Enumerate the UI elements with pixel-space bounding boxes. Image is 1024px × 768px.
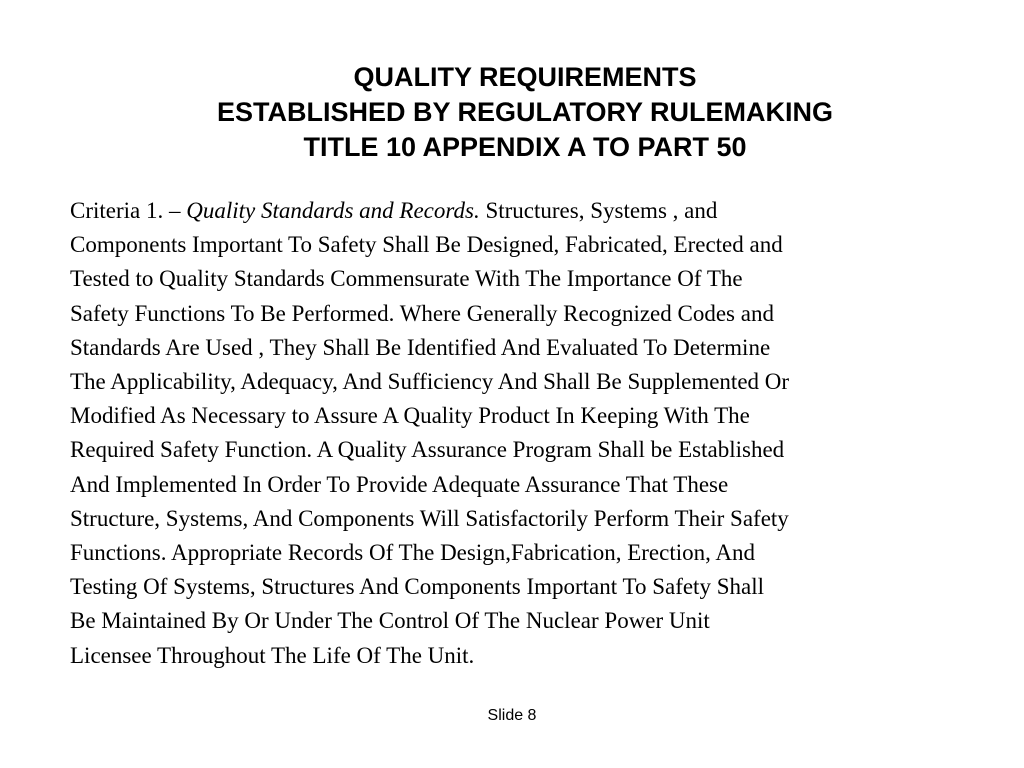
criteria-paragraph [70,194,970,673]
body-line: Modified As Necessary to Assure A Quality Product In Keeping With The [70,403,750,429]
title-line: TITLE 10 APPENDIX A TO PART 50 [303,132,747,162]
body-line: Functions. Appropriate Records Of The Design,Fabrication, Erection, And [70,540,755,566]
criteria-prefix: Criteria 1. – [70,198,187,223]
body-line: The Applicability, Adequacy, And Sufficiency And Shall Be Supplemented Or [70,369,790,395]
body-line: Licensee Throughout The Life Of The Unit. [70,642,475,668]
body-line: Safety Functions To Be Performed. Where Generally Recognized Codes and [70,300,774,326]
body-line: Testing Of Systems, Structures And Components Important To Safety Shall [70,574,764,600]
title-line: ESTABLISHED BY REGULATORY RULEMAKING [216,97,834,127]
body-line: Components Important To Safety Shall Be Designed, Fabricated, Erected and [70,232,783,258]
body-line: Required Safety Function. A Quality Assurance Program Shall be Established [70,437,785,463]
body-line: Be Maintained By Or Under The Control Of The Nuclear Power Unit [70,608,710,634]
body-line-text: Structures, Systems , and [479,198,718,223]
body-line: Standards Are Used , They Shall Be Identified And Evaluated To Determine [70,334,771,360]
slide-number: Slide 8 [487,707,537,724]
body-line: Tested to Quality Standards Commensurate With The Importance Of The [70,266,743,292]
body-line: And Implemented In Order To Provide Adequate Assurance That These [70,471,729,497]
body-line [70,194,970,228]
slide-title [100,60,950,165]
body-line: Structure, Systems, And Components Will Satisfactorily Perform Their Safety [70,505,789,531]
criteria-heading: Quality Standards and Records. [186,198,480,223]
title-line: QUALITY REQUIREMENTS [353,62,697,92]
